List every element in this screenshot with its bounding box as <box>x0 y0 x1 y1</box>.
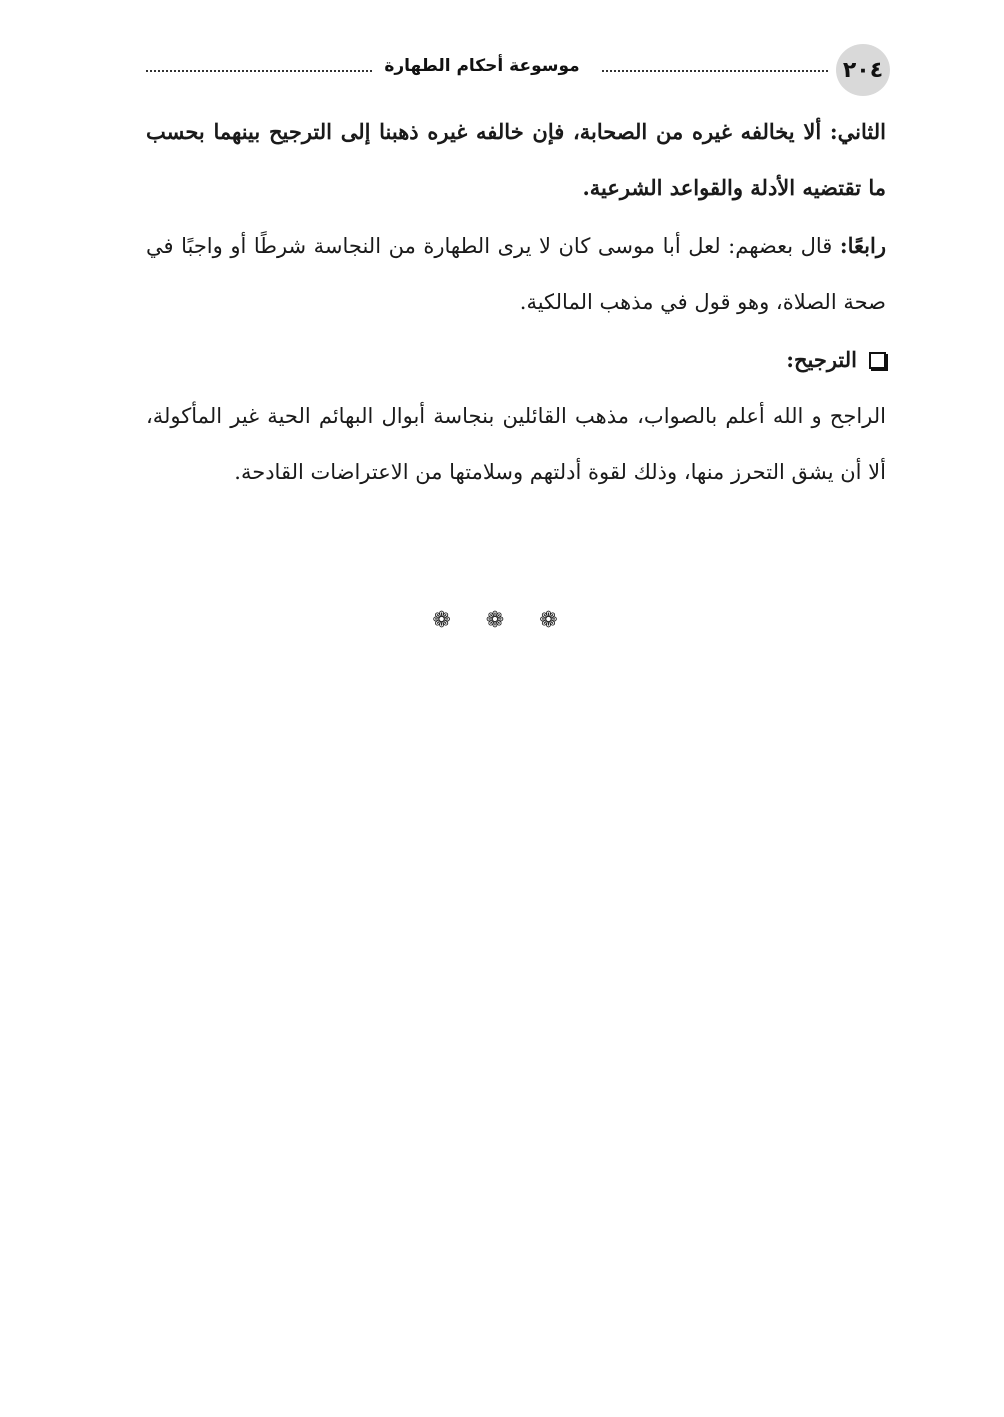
paragraph-second-condition <box>146 104 886 216</box>
header-dotted-rule-left <box>146 70 372 72</box>
section-end-ornaments-icon: ❁ ❁ ❁ <box>432 608 572 633</box>
paragraph-text: قال بعضهم: لعل أبا موسى كان لا يرى الطهارة من النجاسة شرطًا أو واجبًا في صحة الصلاة، وهو قول في مذهب المالكية. <box>146 234 886 314</box>
paragraph-fourth-point <box>146 218 886 330</box>
page-header <box>146 44 890 96</box>
square-bullet-icon <box>869 352 886 369</box>
section-heading-text: الترجيح: <box>786 347 857 372</box>
paragraph-lead: رابعًا: <box>839 233 886 258</box>
paragraph-text: ألا يخالفه غيره من الصحابة، فإن خالفه غيره ذهبنا إلى الترجيح بينهما بحسب ما تقتضيه الأدلة والقواعد الشرعية. <box>146 119 886 200</box>
page-body <box>146 104 886 502</box>
section-heading-tarjih <box>146 332 886 388</box>
header-dotted-rule-right <box>602 70 828 72</box>
running-title: موسوعة أحكام الطهارة <box>384 56 580 76</box>
paragraph-lead: الثاني: <box>829 119 886 144</box>
paragraph-conclusion: الراجح و الله أعلم بالصواب، مذهب القائلين بنجاسة أبوال البهائم الحية غير المأكولة، ألا أن يشق التحرز منها، وذلك لقوة أدلتهم وسلامتها من الاعتراضات القادحة. <box>146 404 886 484</box>
page-number: ٢٠٤ <box>836 44 890 96</box>
